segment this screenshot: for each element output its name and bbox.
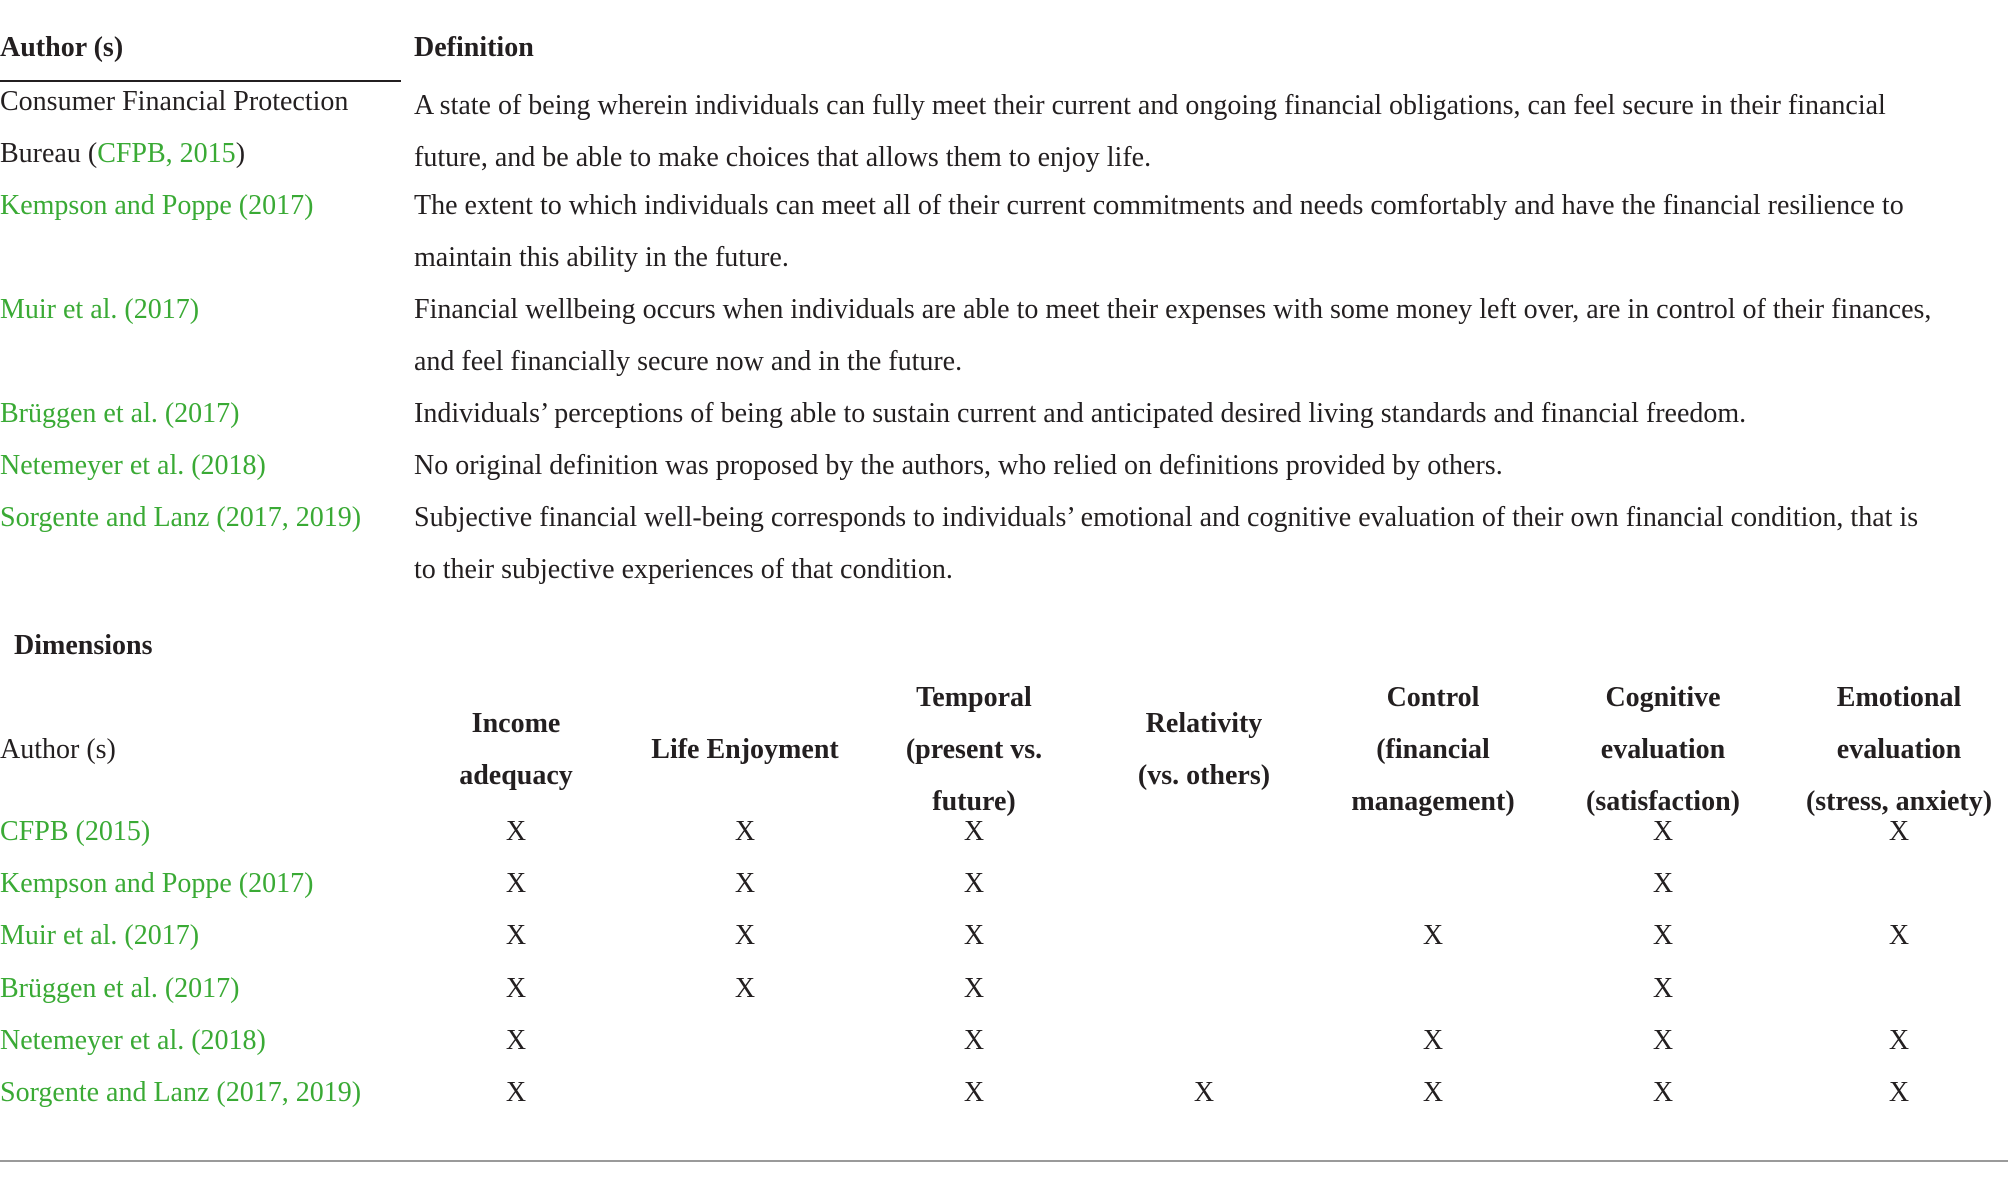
dimension-mark: X: [963, 973, 985, 1004]
definition-line: maintain this ability in the future.: [414, 242, 789, 273]
definition-text: [414, 80, 2004, 184]
definition-line: A state of being wherein individuals can fully meet their current and ongoing financial obligations, can feel secure in their financial: [414, 90, 1886, 121]
definition-author: [0, 492, 400, 544]
dimension-header-line: Income: [471, 708, 561, 739]
dimension-column-header: [844, 672, 1104, 828]
dimension-mark: X: [963, 1077, 985, 1108]
definition-line: No original definition was proposed by the authors, who relied on definitions provided by others.: [414, 450, 1503, 481]
dimension-column-header: [1303, 672, 1563, 828]
dimension-header-line: Emotional: [1836, 682, 1962, 713]
dimension-header-line: (stress, anxiety): [1805, 786, 1993, 817]
header-definition: Definition: [414, 32, 534, 63]
dimension-mark: X: [1193, 1077, 1215, 1108]
dimension-mark: X: [1652, 920, 1674, 951]
dimension-row-author[interactable]: Muir et al. (2017): [0, 920, 200, 951]
dimension-header-line: Cognitive: [1605, 682, 1721, 713]
dimension-mark: X: [1888, 1025, 1910, 1056]
dimension-mark: X: [505, 868, 527, 899]
dimension-header-line: evaluation: [1600, 734, 1726, 765]
dimension-column-header: [386, 698, 646, 802]
dimension-header-line: future): [932, 786, 1016, 817]
definition-author: [0, 180, 400, 232]
dimension-mark: X: [505, 920, 527, 951]
author-name-line: Bureau (CFPB, 2015): [0, 138, 246, 169]
definition-text: [414, 180, 2004, 284]
definition-author: [0, 76, 400, 180]
dimension-header-line: Control: [1386, 682, 1480, 713]
definition-line: and feel financially secure now and in the future.: [414, 346, 963, 377]
citation-link[interactable]: CFPB, 2015: [97, 138, 236, 169]
dimension-mark: X: [505, 1025, 527, 1056]
dimension-header-line: adequacy: [459, 760, 573, 791]
dimension-mark: X: [1652, 973, 1674, 1004]
dimension-row-author[interactable]: Brüggen et al. (2017): [0, 973, 240, 1004]
dimension-column-header: [1533, 672, 1793, 828]
dimensions-header-author: Author (s): [0, 734, 116, 765]
dimension-mark: X: [505, 973, 527, 1004]
dimension-mark: X: [1652, 868, 1674, 899]
dimension-header-line: Life Enjoyment: [651, 734, 839, 765]
header-author: Author (s): [0, 32, 124, 63]
dimension-mark: X: [734, 920, 756, 951]
dimension-mark: X: [1652, 816, 1674, 847]
author-name-line: Consumer Financial Protection: [0, 86, 349, 117]
dimension-mark: X: [1652, 1025, 1674, 1056]
dimension-mark: X: [1422, 920, 1444, 951]
dimension-mark: X: [734, 973, 756, 1004]
definition-author: [0, 284, 400, 336]
dimension-mark: X: [1652, 1077, 1674, 1108]
definition-text: [414, 492, 2004, 596]
definition-text: [414, 284, 2004, 388]
dimension-mark: X: [734, 816, 756, 847]
definition-author: [0, 440, 400, 492]
dimension-row-author[interactable]: Sorgente and Lanz (2017, 2019): [0, 1077, 362, 1108]
dimension-mark: X: [1422, 1025, 1444, 1056]
dimension-header-line: evaluation: [1836, 734, 1962, 765]
dimension-mark: X: [963, 920, 985, 951]
definition-line: Subjective financial well-being corresponds to individuals’ emotional and cognitive evaluation of their own financial condition, that is: [414, 502, 1919, 533]
dimension-mark: X: [734, 868, 756, 899]
dimension-header-line: management): [1351, 786, 1515, 817]
dimension-header-line: (present vs.: [905, 734, 1043, 765]
dimension-column-header: [615, 724, 875, 776]
dimension-mark: X: [1888, 816, 1910, 847]
dimension-row-author[interactable]: Kempson and Poppe (2017): [0, 868, 314, 899]
definition-line: Financial wellbeing occurs when individuals are able to meet their expenses with some money left over, are in control of their finances,: [414, 294, 1932, 325]
definition-line: The extent to which individuals can meet all of their current commitments and needs comfortably and have the financial resilience to: [414, 190, 1904, 221]
bottom-rule: [0, 1160, 2008, 1162]
dimension-column-header: [1769, 672, 2008, 828]
dimension-header-line: (financial: [1376, 734, 1490, 765]
definition-line: to their subjective experiences of that condition.: [414, 554, 953, 585]
definition-text: [414, 388, 2004, 440]
dimension-mark: X: [963, 1025, 985, 1056]
citation-link[interactable]: Muir et al. (2017): [0, 294, 200, 325]
dimension-mark: X: [1422, 1077, 1444, 1108]
citation-link[interactable]: Kempson and Poppe (2017): [0, 190, 314, 221]
dimension-mark: X: [1888, 920, 1910, 951]
definition-text: [414, 440, 2004, 492]
definition-line: future, and be able to make choices that allows them to enjoy life.: [414, 142, 1152, 173]
dimension-header-line: Relativity: [1145, 708, 1263, 739]
dimension-mark: X: [963, 868, 985, 899]
dimension-header-line: (vs. others): [1137, 760, 1271, 791]
dimension-header-line: (satisfaction): [1586, 786, 1740, 817]
dimension-mark: X: [505, 816, 527, 847]
definition-author: [0, 388, 400, 440]
dimension-row-author[interactable]: CFPB (2015): [0, 816, 151, 847]
dimension-column-header: [1074, 698, 1334, 802]
citation-link[interactable]: Brüggen et al. (2017): [0, 398, 240, 429]
dimensions-title: Dimensions: [14, 630, 153, 661]
dimension-header-line: Temporal: [916, 682, 1032, 713]
dimension-mark: X: [505, 1077, 527, 1108]
definition-line: Individuals’ perceptions of being able to sustain current and anticipated desired living standards and financial freedom.: [414, 398, 1747, 429]
citation-link[interactable]: Sorgente and Lanz (2017, 2019): [0, 502, 362, 533]
dimension-mark: X: [963, 816, 985, 847]
citation-link[interactable]: Netemeyer et al. (2018): [0, 450, 266, 481]
dimension-mark: X: [1888, 1077, 1910, 1108]
dimension-row-author[interactable]: Netemeyer et al. (2018): [0, 1025, 266, 1056]
